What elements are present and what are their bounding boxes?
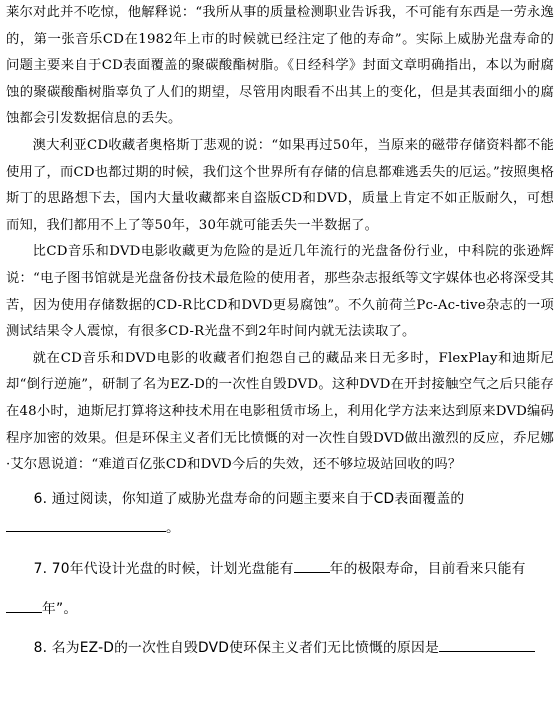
passage-paragraph-2: 澳大利亚CD收藏者奥格斯丁悲观的说：“如果再过50年，当原来的磁带存储资料都不能使用了，而CD也都过期的时候，我们这个世界所有存储的信息都难逃丢失的厄运。”按照奥格斯丁的思路想下去，国内大量收藏都来自盗版CD和DVD，质量上肯定不如正版耐久，可想而知，我们都用不上了等50年，30年就可能丢失一半数据了。 bbox=[6, 137, 554, 233]
question-6-text: 6. 通过阅读，你知道了威胁光盘寿命的问题主要来自于CD表面覆盖的 bbox=[33, 490, 465, 507]
passage-paragraph-3: 比CD音乐和DVD电影收藏更为危险的是近几年流行的光盘备份行业，中科院的张逊辉说：“电子图书馆就是光盘备份技术最危险的使用者，那些杂志报纸等文字媒体也必将深受其苦，因为使用存储数据的CD-R比CD和DVD更易腐蚀”。不久前荷兰Pc-Ac-tive杂志的一项测试结果令人震惊，有很多CD-R光盘不到2年时间内就无法读取了。 bbox=[6, 244, 554, 340]
question-8 bbox=[6, 633, 554, 663]
question-7-text-c: 年”。 bbox=[42, 600, 78, 617]
question-7-actual-years-blank[interactable] bbox=[6, 598, 42, 613]
question-6-answer-blank[interactable] bbox=[6, 517, 134, 532]
question-8-answer-blank[interactable] bbox=[439, 637, 535, 652]
question-7-planned-years-blank[interactable] bbox=[294, 558, 330, 573]
passage-paragraph-1: 莱尔对此并不吃惊，他解释说：“我所从事的质量检测职业告诉我，不可能有东西是一劳永逸的，第一张音乐CD在1982年上市的时候就已经注定了他的寿命”。实际上威胁光盘寿命的问题主要来自于CD表面覆盖的聚碳酸酯树脂。《日经科学》封面文章明确指出，本以为耐腐蚀的聚碳酸酯树脂辜负了人们的期望，尽管用肉眼看不出其上的变化，但是其表面细小的腐蚀都会引发数据信息的丢失。 bbox=[6, 5, 554, 127]
passage-paragraph-4: 就在CD音乐和DVD电影的收藏者们抱怨自己的藏品来日无多时，FlexPlay和迪斯尼却“倒行逆施”，研制了名为EZ-D的一次性自毁DVD。这种DVD在开封接触空气之后只能存在48小时，迪斯尼打算将这种技术用在电影租赁市场上，利用化学方法来达到原来DVD编码程序加密的效果。但是环保主义者们无比愤慨的对一次性自毁DVD做出激烈的反应，乔尼娜·艾尔恩说道：“难道百亿张CD和DVD今后的失效，还不够垃圾站回收的吗？ bbox=[6, 350, 554, 473]
document-page bbox=[6, 0, 554, 663]
question-7-text-a: 7. 70年代设计光盘的时候，计划光盘能有 bbox=[33, 560, 294, 577]
question-6 bbox=[6, 485, 554, 543]
question-7 bbox=[6, 549, 554, 629]
question-6-answer-blank-continued[interactable] bbox=[134, 517, 166, 532]
question-7-text-b: 年的极限寿命，目前看来只能有 bbox=[329, 560, 526, 577]
question-6-end: 。 bbox=[166, 519, 180, 536]
question-8-text: 8. 名为EZ-D的一次性自毁DVD使环保主义者们无比愤慨的原因是 bbox=[33, 639, 440, 656]
